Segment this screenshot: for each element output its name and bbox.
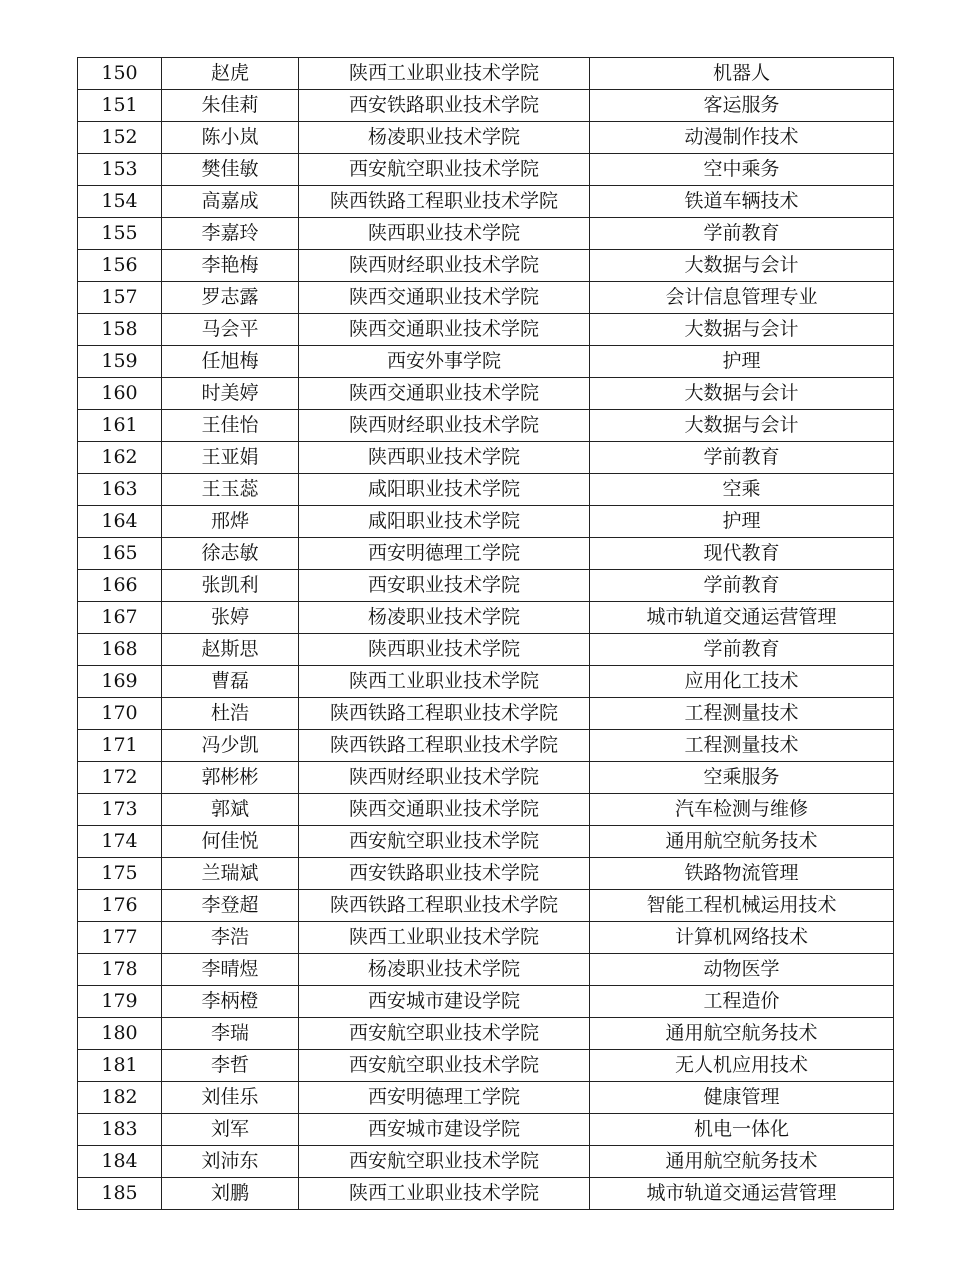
school-name-cell: 咸阳职业技术学院 [299, 474, 590, 506]
table-row [78, 154, 894, 186]
major-name-cell: 学前教育 [590, 442, 894, 474]
student-name-cell: 李艳梅 [162, 250, 299, 282]
school-name-cell: 西安铁路职业技术学院 [299, 90, 590, 122]
table-row [78, 378, 894, 410]
row-number-cell: 168 [78, 634, 162, 666]
student-name-cell: 冯少凯 [162, 730, 299, 762]
row-number-cell: 184 [78, 1146, 162, 1178]
student-name-cell: 赵斯思 [162, 634, 299, 666]
row-number-cell: 179 [78, 986, 162, 1018]
row-number-cell: 172 [78, 762, 162, 794]
table-row [78, 538, 894, 570]
table-row [78, 730, 894, 762]
major-name-cell: 动漫制作技术 [590, 122, 894, 154]
school-name-cell: 西安航空职业技术学院 [299, 826, 590, 858]
student-name-cell: 张婷 [162, 602, 299, 634]
school-name-cell: 西安外事学院 [299, 346, 590, 378]
table-row [78, 922, 894, 954]
school-name-cell: 西安明德理工学院 [299, 538, 590, 570]
row-number-cell: 158 [78, 314, 162, 346]
major-name-cell: 机电一体化 [590, 1114, 894, 1146]
table-row [78, 346, 894, 378]
row-number-cell: 155 [78, 218, 162, 250]
row-number-cell: 156 [78, 250, 162, 282]
school-name-cell: 陕西财经职业技术学院 [299, 410, 590, 442]
table-row [78, 314, 894, 346]
roster-table [77, 57, 894, 1210]
school-name-cell: 陕西交通职业技术学院 [299, 282, 590, 314]
table-row [78, 986, 894, 1018]
table-row [78, 826, 894, 858]
table-row [78, 218, 894, 250]
major-name-cell: 通用航空航务技术 [590, 1018, 894, 1050]
table-row [78, 1178, 894, 1210]
student-name-cell: 朱佳莉 [162, 90, 299, 122]
row-number-cell: 166 [78, 570, 162, 602]
student-name-cell: 郭彬彬 [162, 762, 299, 794]
table-row [78, 858, 894, 890]
row-number-cell: 150 [78, 58, 162, 90]
row-number-cell: 185 [78, 1178, 162, 1210]
major-name-cell: 客运服务 [590, 90, 894, 122]
school-name-cell: 陕西交通职业技术学院 [299, 314, 590, 346]
school-name-cell: 陕西工业职业技术学院 [299, 58, 590, 90]
student-name-cell: 刘军 [162, 1114, 299, 1146]
row-number-cell: 182 [78, 1082, 162, 1114]
major-name-cell: 工程造价 [590, 986, 894, 1018]
table-row [78, 186, 894, 218]
major-name-cell: 机器人 [590, 58, 894, 90]
student-name-cell: 李柄橙 [162, 986, 299, 1018]
student-name-cell: 刘鹏 [162, 1178, 299, 1210]
major-name-cell: 学前教育 [590, 570, 894, 602]
major-name-cell: 通用航空航务技术 [590, 826, 894, 858]
major-name-cell: 通用航空航务技术 [590, 1146, 894, 1178]
table-row [78, 58, 894, 90]
major-name-cell: 城市轨道交通运营管理 [590, 1178, 894, 1210]
student-name-cell: 李浩 [162, 922, 299, 954]
school-name-cell: 杨凌职业技术学院 [299, 122, 590, 154]
table-row [78, 282, 894, 314]
major-name-cell: 无人机应用技术 [590, 1050, 894, 1082]
row-number-cell: 154 [78, 186, 162, 218]
school-name-cell: 陕西财经职业技术学院 [299, 762, 590, 794]
row-number-cell: 183 [78, 1114, 162, 1146]
row-number-cell: 180 [78, 1018, 162, 1050]
major-name-cell: 工程测量技术 [590, 698, 894, 730]
major-name-cell: 大数据与会计 [590, 314, 894, 346]
row-number-cell: 164 [78, 506, 162, 538]
table-row [78, 122, 894, 154]
school-name-cell: 陕西财经职业技术学院 [299, 250, 590, 282]
student-name-cell: 王亚娟 [162, 442, 299, 474]
table-row [78, 1018, 894, 1050]
row-number-cell: 152 [78, 122, 162, 154]
table-row [78, 250, 894, 282]
student-name-cell: 任旭梅 [162, 346, 299, 378]
student-name-cell: 李瑞 [162, 1018, 299, 1050]
major-name-cell: 工程测量技术 [590, 730, 894, 762]
row-number-cell: 151 [78, 90, 162, 122]
student-name-cell: 徐志敏 [162, 538, 299, 570]
school-name-cell: 西安铁路职业技术学院 [299, 858, 590, 890]
major-name-cell: 现代教育 [590, 538, 894, 570]
school-name-cell: 西安航空职业技术学院 [299, 1018, 590, 1050]
row-number-cell: 159 [78, 346, 162, 378]
table-row [78, 570, 894, 602]
major-name-cell: 城市轨道交通运营管理 [590, 602, 894, 634]
major-name-cell: 空乘服务 [590, 762, 894, 794]
student-name-cell: 高嘉成 [162, 186, 299, 218]
student-name-cell: 张凯利 [162, 570, 299, 602]
row-number-cell: 178 [78, 954, 162, 986]
school-name-cell: 陕西工业职业技术学院 [299, 922, 590, 954]
major-name-cell: 应用化工技术 [590, 666, 894, 698]
student-name-cell: 时美婷 [162, 378, 299, 410]
major-name-cell: 动物医学 [590, 954, 894, 986]
student-name-cell: 王玉蕊 [162, 474, 299, 506]
student-name-cell: 赵虎 [162, 58, 299, 90]
table-row [78, 1146, 894, 1178]
school-name-cell: 杨凌职业技术学院 [299, 954, 590, 986]
row-number-cell: 174 [78, 826, 162, 858]
row-number-cell: 163 [78, 474, 162, 506]
school-name-cell: 陕西铁路工程职业技术学院 [299, 698, 590, 730]
major-name-cell: 汽车检测与维修 [590, 794, 894, 826]
major-name-cell: 护理 [590, 506, 894, 538]
student-name-cell: 郭斌 [162, 794, 299, 826]
student-name-cell: 刘佳乐 [162, 1082, 299, 1114]
table-row [78, 698, 894, 730]
student-name-cell: 曹磊 [162, 666, 299, 698]
table-row [78, 1114, 894, 1146]
school-name-cell: 咸阳职业技术学院 [299, 506, 590, 538]
school-name-cell: 陕西工业职业技术学院 [299, 666, 590, 698]
row-number-cell: 176 [78, 890, 162, 922]
table-row [78, 954, 894, 986]
school-name-cell: 陕西交通职业技术学院 [299, 378, 590, 410]
student-name-cell: 李晴煜 [162, 954, 299, 986]
table-row [78, 1082, 894, 1114]
school-name-cell: 西安明德理工学院 [299, 1082, 590, 1114]
major-name-cell: 大数据与会计 [590, 410, 894, 442]
major-name-cell: 护理 [590, 346, 894, 378]
student-name-cell: 王佳怡 [162, 410, 299, 442]
row-number-cell: 162 [78, 442, 162, 474]
table-row [78, 762, 894, 794]
major-name-cell: 空乘 [590, 474, 894, 506]
major-name-cell: 铁路物流管理 [590, 858, 894, 890]
major-name-cell: 会计信息管理专业 [590, 282, 894, 314]
major-name-cell: 健康管理 [590, 1082, 894, 1114]
major-name-cell: 铁道车辆技术 [590, 186, 894, 218]
row-number-cell: 160 [78, 378, 162, 410]
table-row [78, 1050, 894, 1082]
school-name-cell: 西安城市建设学院 [299, 986, 590, 1018]
row-number-cell: 170 [78, 698, 162, 730]
student-name-cell: 陈小岚 [162, 122, 299, 154]
student-name-cell: 杜浩 [162, 698, 299, 730]
student-name-cell: 樊佳敏 [162, 154, 299, 186]
major-name-cell: 计算机网络技术 [590, 922, 894, 954]
major-name-cell: 大数据与会计 [590, 250, 894, 282]
table-row [78, 442, 894, 474]
row-number-cell: 165 [78, 538, 162, 570]
school-name-cell: 西安航空职业技术学院 [299, 154, 590, 186]
table-row [78, 666, 894, 698]
school-name-cell: 西安航空职业技术学院 [299, 1050, 590, 1082]
school-name-cell: 陕西职业技术学院 [299, 634, 590, 666]
student-name-cell: 马会平 [162, 314, 299, 346]
student-name-cell: 兰瑞斌 [162, 858, 299, 890]
major-name-cell: 学前教育 [590, 634, 894, 666]
row-number-cell: 167 [78, 602, 162, 634]
school-name-cell: 西安城市建设学院 [299, 1114, 590, 1146]
student-name-cell: 李登超 [162, 890, 299, 922]
student-name-cell: 刘沛东 [162, 1146, 299, 1178]
student-name-cell: 何佳悦 [162, 826, 299, 858]
row-number-cell: 175 [78, 858, 162, 890]
school-name-cell: 杨凌职业技术学院 [299, 602, 590, 634]
major-name-cell: 智能工程机械运用技术 [590, 890, 894, 922]
row-number-cell: 157 [78, 282, 162, 314]
row-number-cell: 177 [78, 922, 162, 954]
row-number-cell: 171 [78, 730, 162, 762]
table-row [78, 410, 894, 442]
row-number-cell: 161 [78, 410, 162, 442]
table-row [78, 474, 894, 506]
school-name-cell: 陕西铁路工程职业技术学院 [299, 890, 590, 922]
table-row [78, 890, 894, 922]
major-name-cell: 大数据与会计 [590, 378, 894, 410]
student-name-cell: 李哲 [162, 1050, 299, 1082]
row-number-cell: 169 [78, 666, 162, 698]
roster-table-body [78, 58, 894, 1210]
major-name-cell: 学前教育 [590, 218, 894, 250]
school-name-cell: 陕西工业职业技术学院 [299, 1178, 590, 1210]
school-name-cell: 陕西职业技术学院 [299, 218, 590, 250]
table-row [78, 90, 894, 122]
table-row [78, 794, 894, 826]
student-name-cell: 李嘉玲 [162, 218, 299, 250]
row-number-cell: 153 [78, 154, 162, 186]
student-name-cell: 罗志露 [162, 282, 299, 314]
table-row [78, 602, 894, 634]
table-row [78, 634, 894, 666]
school-name-cell: 陕西交通职业技术学院 [299, 794, 590, 826]
major-name-cell: 空中乘务 [590, 154, 894, 186]
row-number-cell: 181 [78, 1050, 162, 1082]
school-name-cell: 陕西铁路工程职业技术学院 [299, 186, 590, 218]
school-name-cell: 陕西职业技术学院 [299, 442, 590, 474]
school-name-cell: 陕西铁路工程职业技术学院 [299, 730, 590, 762]
table-row [78, 506, 894, 538]
row-number-cell: 173 [78, 794, 162, 826]
school-name-cell: 西安航空职业技术学院 [299, 1146, 590, 1178]
school-name-cell: 西安职业技术学院 [299, 570, 590, 602]
student-name-cell: 邢烨 [162, 506, 299, 538]
